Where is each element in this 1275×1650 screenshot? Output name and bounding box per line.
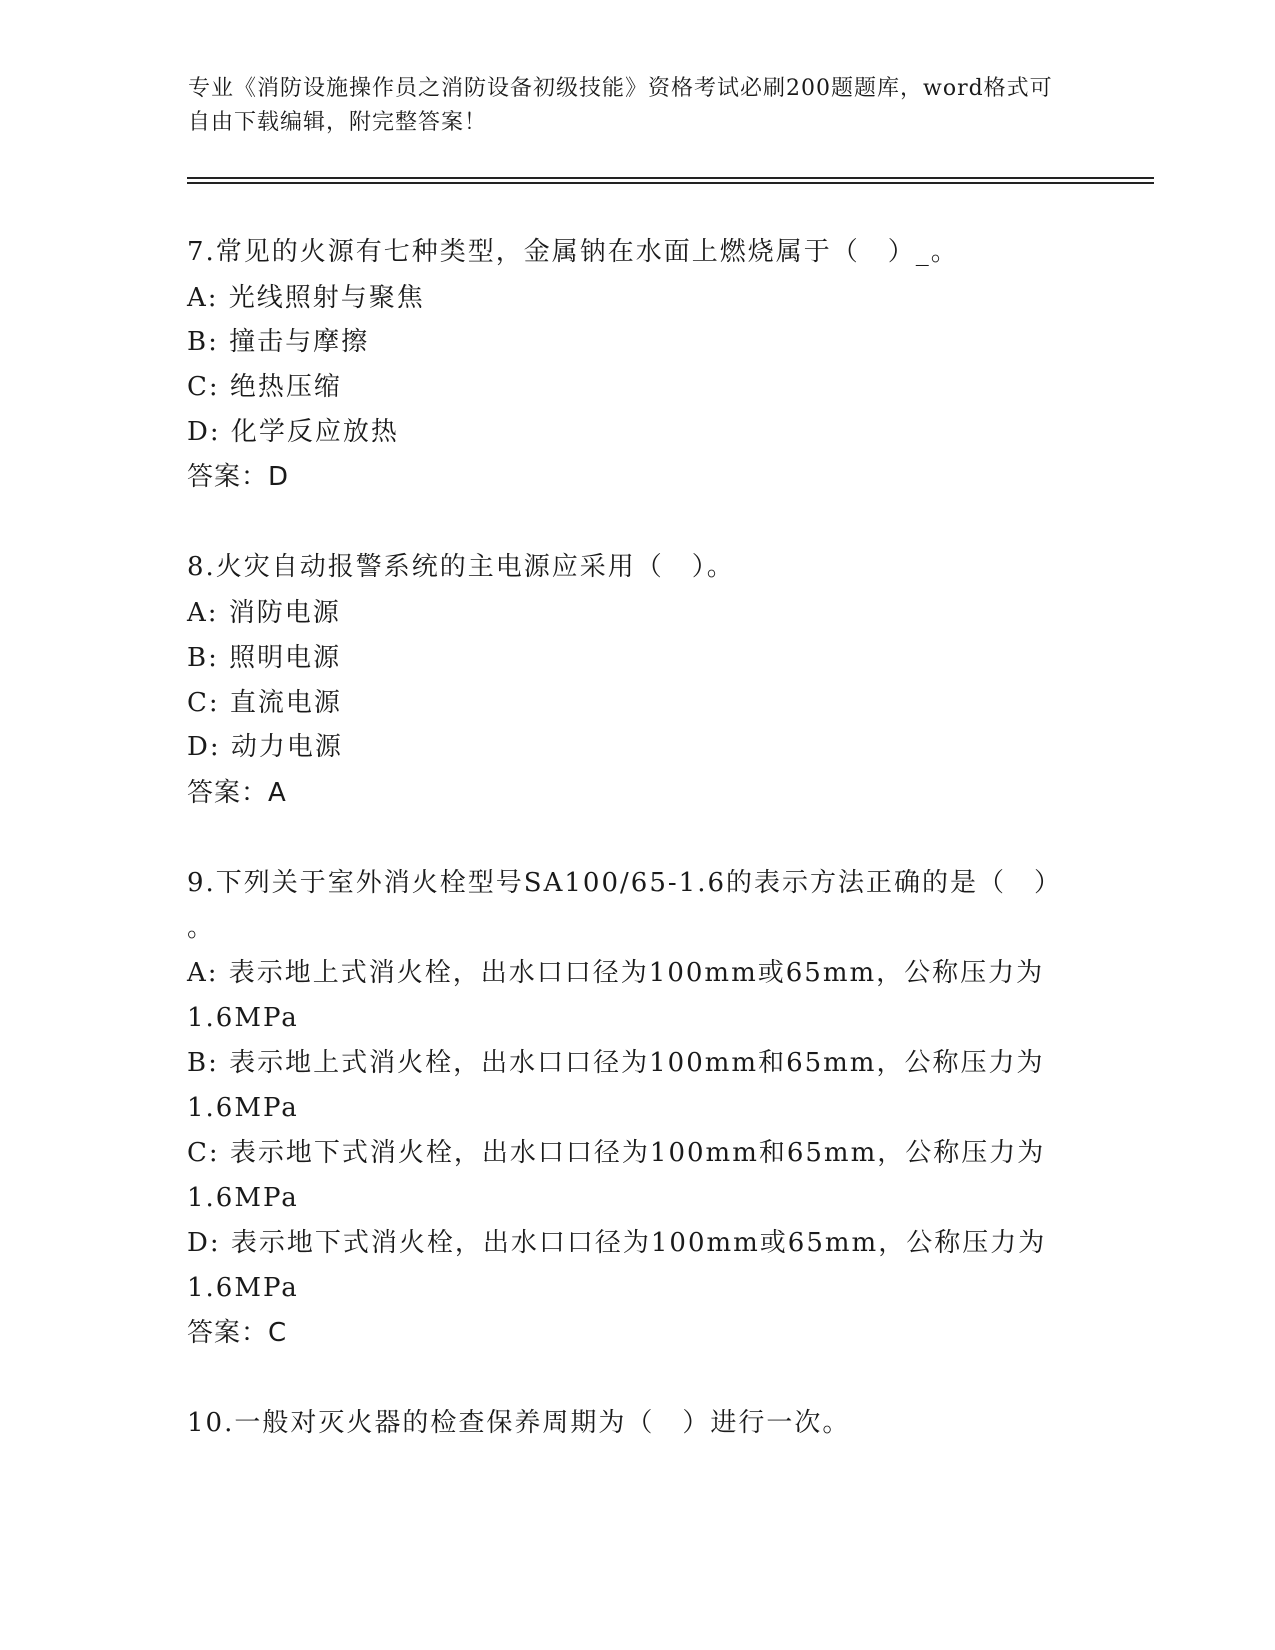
question-9-option-b-continued: 1.6MPa bbox=[187, 1093, 299, 1123]
header-divider-bottom bbox=[187, 182, 1154, 184]
question-9-stem-continued: 。 bbox=[187, 913, 216, 943]
question-9-option-b: B: 表示地上式消火栓，出水口口径为100mm和65mm，公称压力为 bbox=[187, 1048, 1045, 1078]
question-8-option-d: D: 动力电源 bbox=[187, 732, 343, 762]
question-8-option-c: C: 直流电源 bbox=[187, 688, 342, 718]
question-9-option-d: D: 表示地下式消火栓，出水口口径为100mm或65mm，公称压力为 bbox=[187, 1228, 1047, 1258]
question-9-option-a: A: 表示地上式消火栓，出水口口径为100mm或65mm，公称压力为 bbox=[187, 958, 1045, 988]
question-10-stem: 10.一般对灭火器的检查保养周期为（ ）进行一次。 bbox=[187, 1408, 851, 1438]
question-9-option-c: C: 表示地下式消火栓，出水口口径为100mm和65mm，公称压力为 bbox=[187, 1138, 1046, 1168]
question-8-stem: 8.火灾自动报警系统的主电源应采用（ ）。 bbox=[187, 552, 735, 582]
header-divider-top bbox=[187, 177, 1154, 179]
question-9-option-c-continued: 1.6MPa bbox=[187, 1183, 299, 1213]
question-7-option-a: A: 光线照射与聚焦 bbox=[187, 283, 425, 313]
document-header: 专业《消防设施操作员之消防设备初级技能》资格考试必刷200题题库，word格式可自由下载编辑，附完整答案！ bbox=[188, 76, 1053, 135]
question-8-option-b: B: 照明电源 bbox=[187, 643, 342, 673]
question-9-answer: 答案：C bbox=[187, 1318, 288, 1348]
question-9-option-a-continued: 1.6MPa bbox=[187, 1003, 299, 1033]
question-8-answer: 答案：A bbox=[187, 778, 287, 808]
question-7-answer: 答案：D bbox=[187, 462, 290, 492]
question-8-option-a: A: 消防电源 bbox=[187, 598, 341, 628]
question-7-option-b: B: 撞击与摩擦 bbox=[187, 327, 370, 357]
question-9-stem: 9.下列关于室外消火栓型号SA100/65-1.6的表示方法正确的是（ ） bbox=[187, 868, 1062, 898]
question-7-option-c: C: 绝热压缩 bbox=[187, 372, 342, 402]
question-7-option-d: D: 化学反应放热 bbox=[187, 417, 399, 447]
question-7-stem: 7.常见的火源有七种类型，金属钠在水面上燃烧属于（ ）_。 bbox=[187, 237, 959, 267]
question-9-option-d-continued: 1.6MPa bbox=[187, 1273, 299, 1303]
